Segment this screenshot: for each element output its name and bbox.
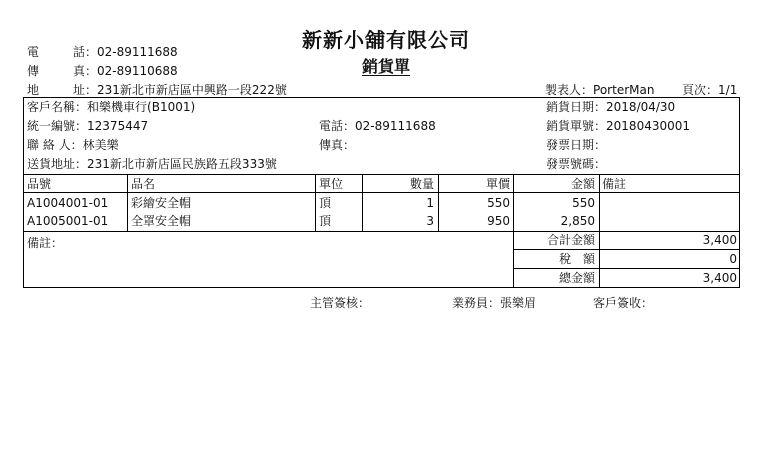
- header-qty: 數量: [409, 177, 434, 191]
- tax-label: 稅 額: [558, 252, 595, 266]
- company-fax-line: [27, 62, 178, 79]
- remark-label: 備註：: [27, 236, 64, 250]
- colon: ：: [85, 45, 98, 59]
- invoice-date-label: 發票日期: [546, 138, 595, 152]
- table-row-1-unit: 頂: [319, 196, 332, 210]
- colon: ：: [85, 83, 98, 97]
- company-fax: 02-89110688: [97, 64, 178, 78]
- company-address-label: 地 址: [27, 83, 85, 97]
- header-name: 品名: [131, 177, 156, 191]
- table-row-2-price: 950: [487, 214, 510, 228]
- document-title-text: 銷貨單: [361, 57, 410, 76]
- customer-fax-line: 傳真：: [319, 138, 356, 152]
- table-row-1-name: 彩繪安全帽: [131, 196, 192, 210]
- tax-id: 12375447: [87, 119, 149, 133]
- table-row-2-qty: 3: [426, 214, 434, 228]
- col-divider-1: [127, 174, 128, 231]
- company-address-line: [27, 81, 287, 98]
- subtotal-value: 3,400: [702, 233, 737, 247]
- page-value: 1/1: [718, 83, 738, 97]
- company-phone: 02-89111688: [97, 45, 178, 59]
- company-phone-label: 電 話: [27, 45, 85, 59]
- supervisor-sign: 主管簽核：: [310, 296, 371, 310]
- contact: 林美樂: [82, 138, 119, 152]
- sale-date: 2018/04/30: [606, 100, 676, 114]
- customer-phone-line: 電話：02-89111688: [319, 119, 436, 133]
- table-row-1-price: 550: [487, 196, 510, 210]
- table-row-1-qty: 1: [426, 196, 434, 210]
- customer-name: 和樂機車行(B1001): [87, 100, 196, 114]
- tax-id-label: 統一編號: [27, 119, 76, 133]
- customer-name-line: 客戶名稱：和樂機車行(B1001): [27, 100, 196, 114]
- customer-phone: 02-89111688: [355, 119, 436, 133]
- ship-address: 231新北市新店區民族路五段333號: [87, 157, 277, 171]
- contact-line: 聯 絡 人：林美樂: [27, 138, 119, 152]
- salesperson: 業務員：張樂眉: [452, 296, 537, 310]
- contact-label: 聯 絡 人: [27, 138, 71, 152]
- customer-sign: 客戶簽收：: [593, 296, 654, 310]
- table-row-1-amount: 550: [572, 196, 595, 210]
- page-line: 頁次：1/1: [682, 83, 738, 97]
- customer-name-label: 客戶名稱: [27, 100, 76, 114]
- table-row-1-code: A1004001-01: [27, 196, 109, 210]
- company-address: 231新北市新店區中興路一段222號: [97, 83, 287, 97]
- sale-no: 20180430001: [606, 119, 691, 133]
- header-price: 單價: [485, 177, 510, 191]
- tax-id-line: 統一編號：12375447: [27, 119, 149, 133]
- invoice-no-line: 發票號碼：: [546, 157, 607, 171]
- sale-no-label: 銷貨單號: [546, 119, 595, 133]
- maker-value: PorterMan: [593, 83, 655, 97]
- customer-phone-label: 電話: [319, 119, 344, 133]
- table-row-2-name: 全罩安全帽: [131, 214, 192, 228]
- header-amount: 金額: [570, 177, 595, 191]
- page-label: 頁次: [682, 83, 707, 97]
- sale-no-line: 銷貨單號：20180430001: [546, 119, 691, 133]
- customer-fax-label: 傳真: [319, 138, 344, 152]
- company-fax-label: 傳 真: [27, 64, 85, 78]
- invoice-no-label: 發票號碼: [546, 157, 595, 171]
- maker-label: 製表人: [545, 83, 582, 97]
- total-value: 3,400: [702, 271, 737, 285]
- sale-date-line: 銷貨日期：2018/04/30: [546, 100, 676, 114]
- company-phone-line: [27, 43, 178, 60]
- ship-label: 送貨地址: [27, 157, 76, 171]
- col-divider-2: [315, 174, 316, 231]
- table-row-2-unit: 頂: [319, 214, 332, 228]
- header-code: 品號: [27, 177, 52, 191]
- header-unit: 單位: [319, 177, 344, 191]
- ship-address-line: 送貨地址：231新北市新店區民族路五段333號: [27, 157, 277, 171]
- total-label: 總金額: [558, 271, 595, 285]
- company-name: 新新小舖有限公司: [302, 28, 470, 52]
- table-row-2-code: A1005001-01: [27, 214, 109, 228]
- maker-line: 製表人：PorterMan: [545, 83, 655, 97]
- table-row-2-amount: 2,850: [560, 214, 595, 228]
- sale-date-label: 銷貨日期: [546, 100, 595, 114]
- colon: ：: [85, 64, 98, 78]
- tax-value: 0: [729, 252, 737, 266]
- subtotal-label: 合計金額: [546, 233, 595, 247]
- header-note: 備註: [602, 177, 627, 191]
- invoice-date-line: 發票日期：: [546, 138, 607, 152]
